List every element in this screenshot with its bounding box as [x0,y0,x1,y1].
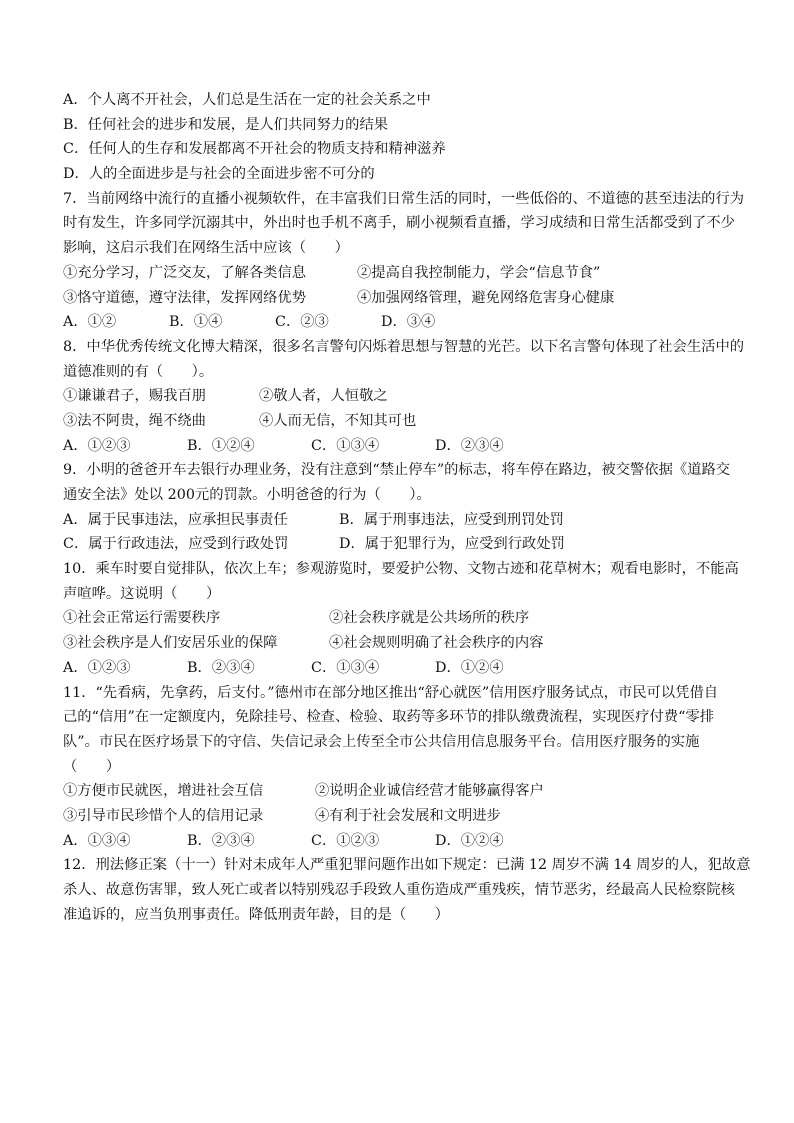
q11-item-3: ③引导市民珍惜个人的信用记录 [63,807,264,824]
q7-items-row [63,261,735,286]
q12-stem-line: 12．刑法修正案（十一）针对未成年人严重犯罪问题作出如下规定：已满 12 周岁不满 14 周岁的人，犯故意 [63,857,751,874]
q9-choice-a: A．属于民事违法，应承担民事责任 [63,511,288,528]
q10-choices-row [63,656,735,681]
q9-choice-d: D．属于犯罪行为，应受到行政处罚 [339,536,565,553]
q10-choice-b: B．②③④ [187,659,255,676]
q10-item-3: ③社会秩序是人们安居乐业的保障 [63,635,278,652]
q10-item-1: ①社会正常运行需要秩序 [63,610,221,627]
q11-choice-d: D．①②④ [435,832,504,849]
q7-choice-d: D．③④ [381,314,436,331]
q10-item-2: ②社会秩序就是公共场所的秩序 [329,610,530,627]
question-8 [63,335,745,458]
q9-choices-row [63,532,735,557]
q7-item-4: ④加强网络管理，避免网络危害身心健康 [357,289,615,306]
q9-choices-row [63,508,735,533]
q7-choice-a: A．①② [63,314,117,331]
q8-choices-row [63,434,735,459]
q8-item-2: ②敬人者，人恒敬之 [259,388,388,405]
q11-item-4: ④有利于社会发展和文明进步 [315,807,501,824]
q10-choice-a: A．①②③ [63,659,131,676]
q9-stem-line: 9．小明的爸爸开车去银行办理业务，没有注意到“禁止停车”的标志，将车停在路边，被交警依据《道路交 [63,462,731,479]
q11-item-2: ②说明企业诚信经营才能够赢得客户 [315,783,544,800]
q10-choice-c: C．①③④ [311,659,380,676]
q11-stem-line: 队”。市民在医疗场景下的守信、失信记录会上传至全市公共信用信息服务平台。信用医疗服务的实施 [63,733,700,750]
q11-items-row [63,779,735,804]
q8-choice-a: A．①②③ [63,437,131,454]
question-12 [63,853,751,927]
q10-choice-d: D．①②④ [435,659,504,676]
q8-choice-b: B．①②④ [187,437,255,454]
q7-items-row [63,286,735,311]
q7-choice-b: B．①④ [169,314,223,331]
q9-choice-c: C．属于行政违法，应受到行政处罚 [63,536,289,553]
q10-stem-line: 10．乘车时要自觉排队，依次上车；参观游览时，要爱护公物、文物古迹和花草树木；观看电影时，不能高 [63,561,739,578]
q11-choices-row [63,829,735,854]
q11-stem-line: 己的“信用”在一定额度内，免除挂号、检查、检验、取药等多环节的排队缴费流程，实现医疗付费“零排 [63,709,714,726]
q11-choice-b: B．②③④ [187,832,255,849]
q8-choice-d: D．②③④ [435,437,504,454]
q7-stem-line: 时有发生，许多同学沉溺其中，外出时也手机不离手，刷小视频看直播，学习成绩和日常生活都受到了不少 [63,215,735,232]
q6-option-c: C．任何人的生存和发展都离不开社会的物质支持和精神滋养 [63,141,446,158]
q10-item-4: ④社会规则明确了社会秩序的内容 [329,635,544,652]
q7-item-2: ②提高自我控制能力，学会“信息节食” [357,264,601,281]
q6-option-a: A．个人离不开社会，人们总是生活在一定的社会关系之中 [63,92,431,108]
q7-item-1: ①充分学习，广泛交友，了解各类信息 [63,264,307,281]
q11-choice-c: C．①②③ [311,832,380,849]
q10-items-row [63,631,735,656]
q7-stem-line: 影响，这启示我们在网络生活中应该（ ） [63,240,349,257]
q7-choices-row [63,310,735,335]
q11-item-1: ①方便市民就医，增进社会互信 [63,783,264,800]
q12-stem-line: 准追诉的，应当负刑事责任。降低刑责年龄，目的是（ ） [63,906,450,923]
q10-stem-line: 声喧哗。这说明（ ） [63,585,221,602]
q9-stem-line: 通安全法》处以 200元的罚款。小明爸爸的行为（ ）。 [63,487,431,503]
q12-stem-line: 杀人、故意伤害罪，致人死亡或者以特别残忍手段致人重伤造成严重残疾，情节恶劣，经最高人民检察院核 [63,882,735,898]
q8-choice-c: C．①③④ [311,437,380,454]
q11-stem-line: 11．“先看病，先拿药，后支付。”德州市在部分地区推出“舒心就医”信用医疗服务试点，市民可以凭借自 [63,684,719,701]
q8-stem-line: 道德准则的有（ ）。 [63,363,214,380]
q11-choice-a: A．①③④ [63,832,131,849]
exam-page [63,88,751,927]
q8-item-3: ③法不阿贵，绳不绕曲 [63,412,206,429]
q6-option-b: B．任何社会的进步和发展，是人们共同努力的结果 [63,116,389,133]
q8-items-row [63,409,735,434]
question-6-options [63,88,735,187]
question-11 [63,681,735,854]
q11-items-row [63,804,735,829]
q7-stem-line: 7．当前网络中流行的直播小视频软件，在丰富我们日常生活的同时，一些低俗的、不道德的甚至违法的行为 [63,190,745,207]
q7-choice-c: C．②③ [275,314,329,331]
q6-option-d: D．人的全面进步是与社会的全面进步密不可分的 [63,166,375,183]
question-9 [63,458,735,557]
q11-stem-line: （ ） [63,758,121,775]
q8-items-row [63,384,735,409]
q7-item-3: ③恪守道德，遵守法律，发挥网络优势 [63,289,307,306]
q10-items-row [63,606,735,631]
question-7 [63,187,745,335]
q8-item-1: ①谦谦君子，赐我百朋 [63,388,206,405]
question-10 [63,557,739,680]
q8-stem-line: 8．中华优秀传统文化博大精深，很多名言警句闪烁着思想与智慧的光芒。以下名言警句体现了社会生活中的 [63,338,745,355]
q8-item-4: ④人而无信，不知其可也 [259,412,417,429]
q9-choice-b: B．属于刑事违法，应受到刑罚处罚 [339,511,564,528]
